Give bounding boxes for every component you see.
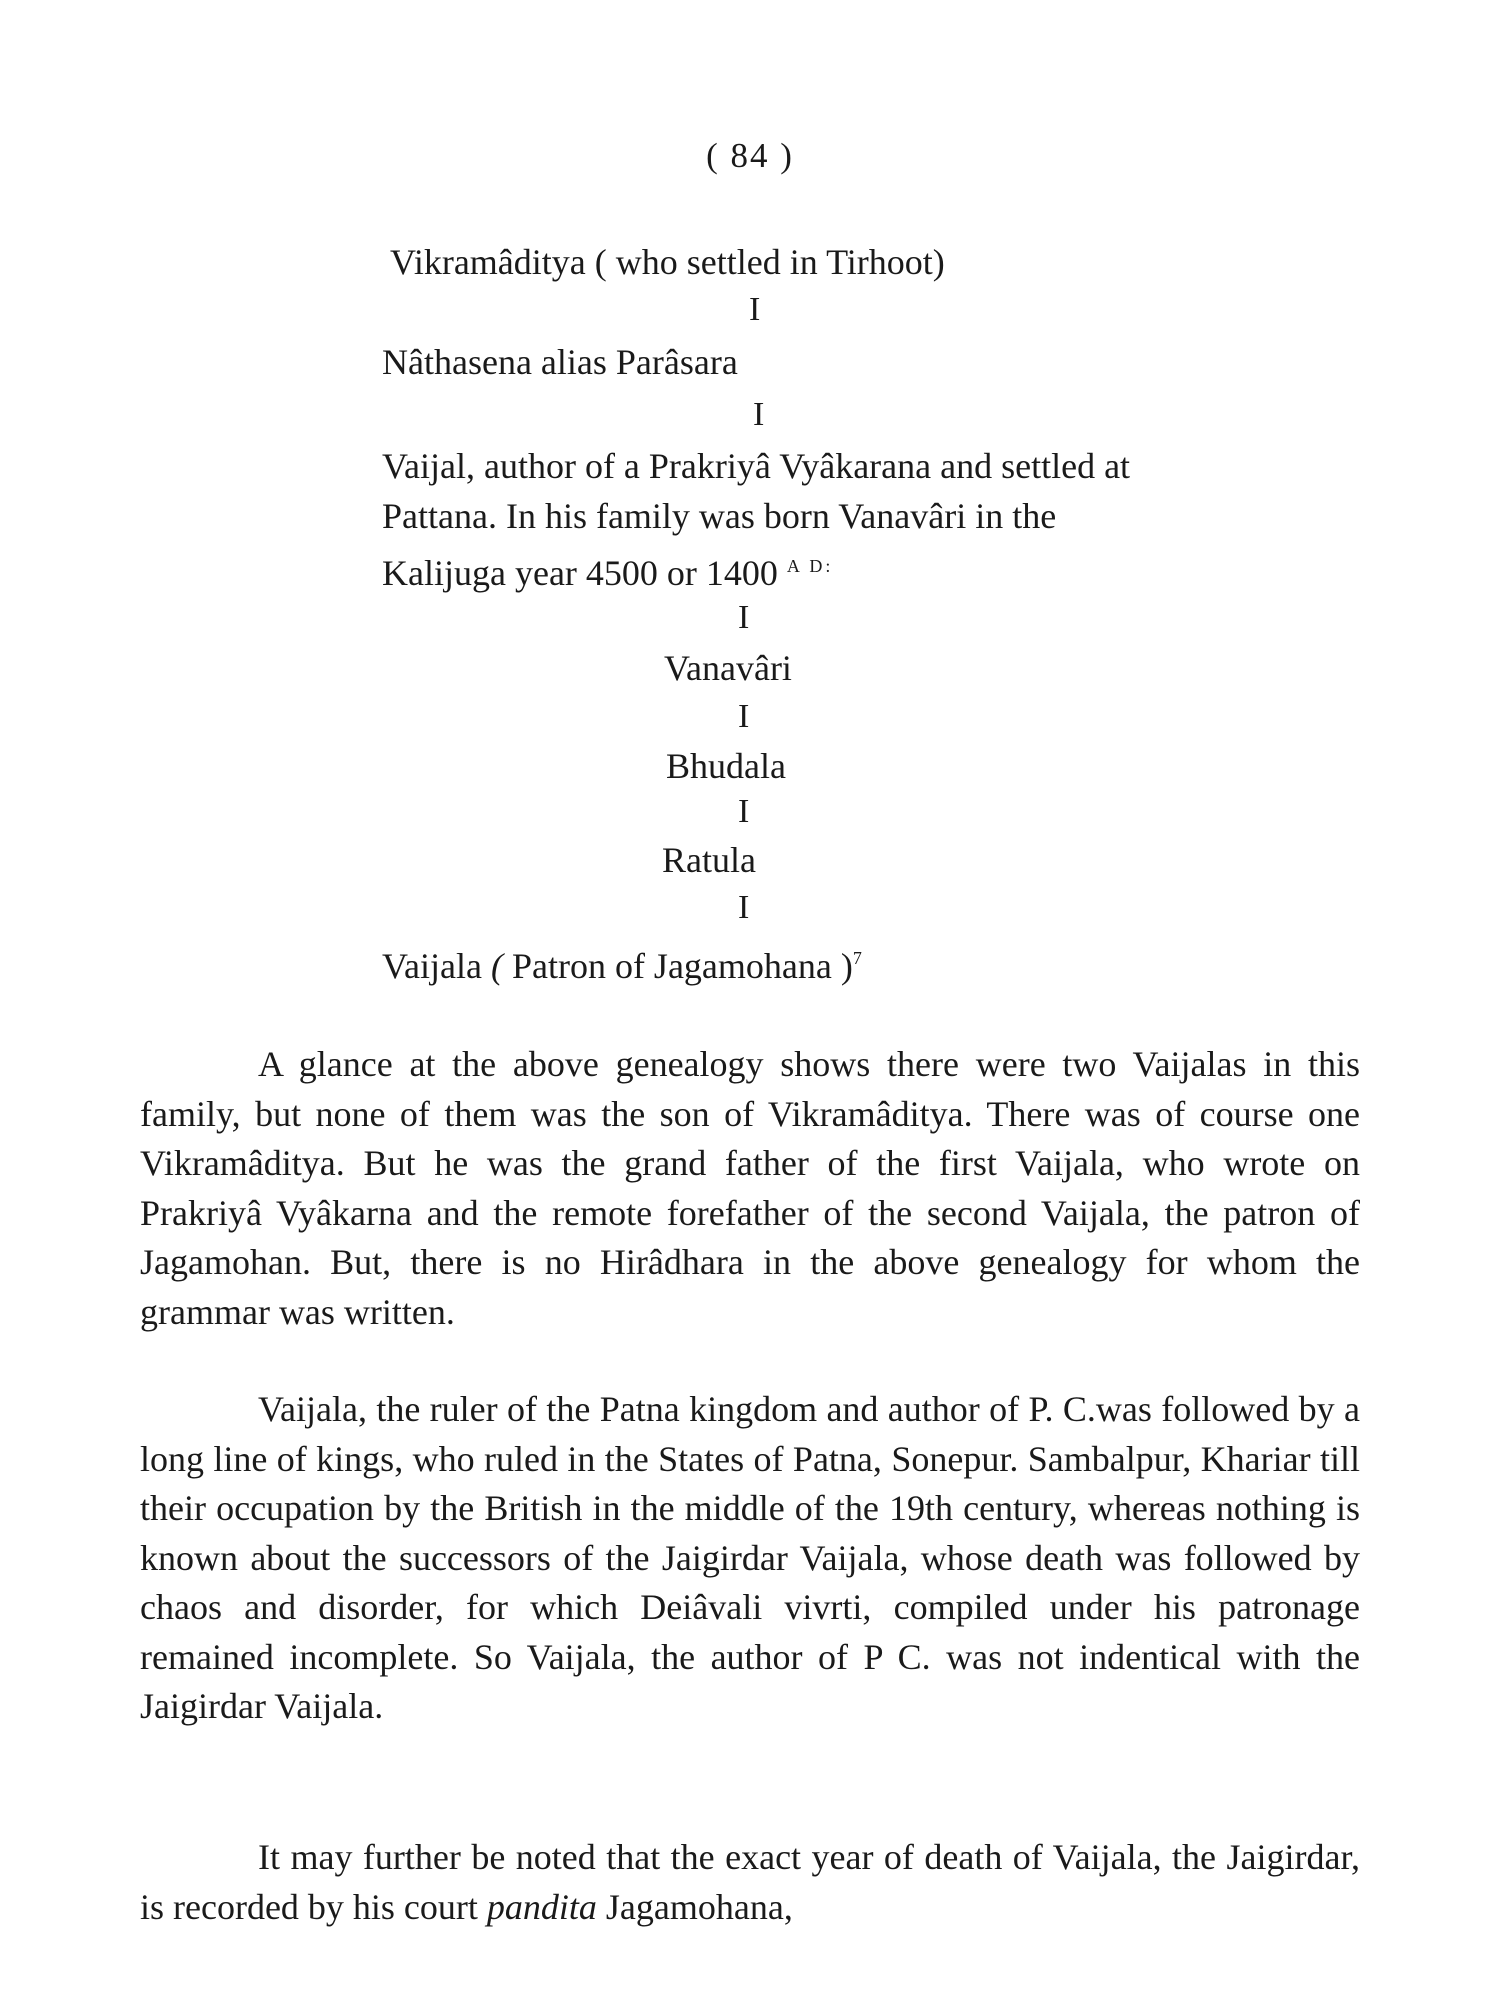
genealogy-vaijala-patron-text: Patron of Jagamohana ) xyxy=(502,946,853,986)
genealogy-connector: I xyxy=(749,291,761,328)
genealogy-vanavari: Vanavâri xyxy=(664,648,792,688)
genealogy-vaijala-name: Vaijala xyxy=(382,946,482,986)
genealogy-vaijal-line3 xyxy=(382,544,833,595)
genealogy-vikramaditya: Vikramâditya ( who settled in Tirhoot) xyxy=(390,242,945,282)
genealogy-vaijala-paren: ( xyxy=(490,946,503,986)
page-number: ( 84 ) xyxy=(706,136,794,175)
genealogy-ad-superscript: A D: xyxy=(786,556,834,576)
genealogy-vaijal-line1: Vaijal, author of a Prakriyâ Vyâkarana and settled at xyxy=(382,446,1131,486)
genealogy-connector: I xyxy=(738,889,750,926)
genealogy-connector: I xyxy=(738,793,750,830)
paragraph-death-year-end: Jagamohana, xyxy=(596,1886,793,1927)
genealogy-vaijala-patron xyxy=(382,936,862,988)
genealogy-bhudala: Bhudala xyxy=(666,746,786,786)
paragraph-death-year-italic: pandita xyxy=(486,1886,597,1927)
paragraph-death-year-text: It may further be noted that the exact year of death of Vaijala, the Jaigirdar, is recorded by his court xyxy=(140,1837,1360,1927)
genealogy-connector: I xyxy=(738,698,750,735)
genealogy-footnote-marker: 7 xyxy=(852,948,862,968)
paragraph-patna-kingdom: Vaijala, the ruler of the Patna kingdom and author of P. C.was followed by a long line of kings, who ruled in the States of Patna, Sonepur. Sambalpur, Khariar till their occupation by the British in the middle of the 19th century, whereas nothing is known about the successors of the Jaigirdar Vaijala, whose death was followed by chaos and disorder, for which Deiâvali vivrti, compiled under his patronage remained incomplete. So Vaijala, the author of P C. was not indentical with the Jaigirdar Vaijala. xyxy=(140,1389,1360,1726)
paragraph-genealogy-analysis: A glance at the above genealogy shows there were two Vaijalas in this family, but none of them was the son of Vikramâditya. There was of course one Vikramâditya. But he was the grand father of the first Vaijala, who wrote on Prakriyâ Vyâkarna and the remote forefather of the second Vaijala, the patron of Jagamohan. But, there is no Hirâdhara in the above genealogy for whom the grammar was written. xyxy=(140,1044,1360,1332)
paragraph-death-year xyxy=(140,1833,1360,1932)
genealogy-vaijal-year: Kalijuga year 4500 or 1400 xyxy=(382,553,778,593)
genealogy-connector: I xyxy=(738,599,750,636)
genealogy-connector: I xyxy=(753,396,765,433)
genealogy-vaijal-line2: Pattana. In his family was born Vanavâri in the xyxy=(382,496,1057,536)
genealogy-ratula: Ratula xyxy=(662,840,756,880)
genealogy-nathasena: Nâthasena alias Parâsara xyxy=(382,342,738,382)
